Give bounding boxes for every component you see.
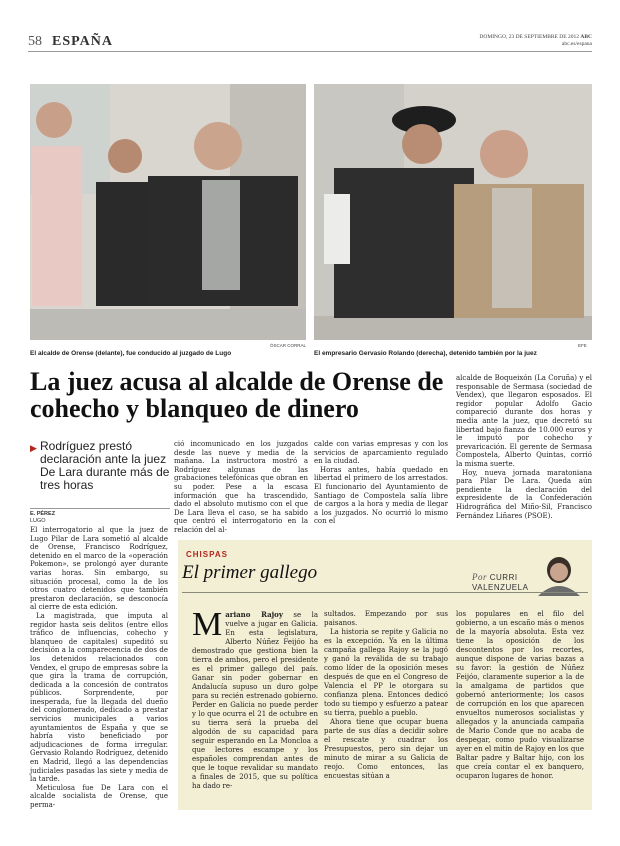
photo-right [314, 84, 592, 340]
paragraph: El interrogatorio al que la juez de Lugo Pilar de Lara sometió al alcalde de Orense, Francisco Rodríguez, detenido en el marco de la «operación Pokemon», se prolongó ayer durante varias horas. Sin embargo, su situación procesal, como la de los otros cuatro detenidos que también prestaron declaración, se desconocía al cierre de esta edición. [30, 526, 168, 612]
chispas-column-2 [324, 610, 448, 781]
chispas-box [178, 540, 592, 810]
byline-place: LUGO [30, 518, 46, 524]
article-column-3 [314, 440, 448, 526]
article-column-1 [30, 526, 168, 810]
paragraph: Horas antes, había quedado en libertad el primero de los arrestados. El funcionario del Ayuntamiento de Santiago de Compostela salía libre de cargos a la hora y media de llegar a los juzgados. No ocurrió lo mismo con el [314, 465, 448, 526]
paragraph: alcalde de Boqueixón (La Coruña) y el responsable de Sermasa (sociedad de Vendex), que llegaron esposados. El regidor popular Adolfo Gacio compareció durante dos horas y media ante la juez, que decretó su libertad bajo fianza de 10.000 euros y le imputó por cohecho y prevaricación. El gerente de Sermasa Compostela, Alberto Quintas, corrió la misma suerte. [456, 374, 592, 468]
paragraph: Meticulosa fue De Lara con el alcalde socialista de Orense, que perma- [30, 783, 168, 809]
article-column-2 [174, 440, 308, 535]
chispas-column-3 [456, 610, 584, 781]
headline: La juez acusa al alcalde de Orense de cohecho y blanqueo de dinero [30, 367, 444, 423]
byline-name: E. PÉREZ [30, 511, 56, 517]
byline [30, 508, 170, 525]
section-title: ESPAÑA [52, 34, 113, 49]
paragraph: sultados. Empezando por sus paisanos. [324, 610, 448, 627]
deck [30, 440, 170, 492]
dateline [479, 34, 592, 48]
chispas-column-1 [192, 606, 318, 791]
photo-left [30, 84, 306, 340]
arrow-icon: ▶ [30, 443, 37, 453]
page-header [28, 34, 592, 52]
photo-right-credit: EFE [578, 343, 587, 348]
chispas-divider [182, 592, 588, 593]
deck-text: Rodríguez prestó declaración ante la juez De Lara durante más de tres horas [40, 439, 170, 492]
page-number: 58 [28, 34, 42, 49]
paragraph: La magistrada, que imputa al regidor hasta seis delitos (entre ellos tráfico de influencias, cohecho y blanqueo de capitales) supeditó su decisión a la comparecencia de dos de los detenidos relacionados con Vendex, el grupo de empresas sobre la que gira la trama de corrupción, dedicada a la concesión de contratos públicos. Sorprendente, por inesperada, fue la llegada del dueño del conglomerado, dedicado a prestar servicios municipales a varios ayuntamientos de España y que se habría visto beneficiado por adjudicaciones de forma irregular. Gervasio Rolando Rodríguez, detenido en Madrid, llegó a las dependencias judiciales pasadas las siete y media de la tarde. [30, 611, 168, 784]
author-portrait [532, 554, 586, 596]
brand: ABC [580, 34, 592, 40]
paragraph: ció incomunicado en los juzgados desde las nueve y media de la mañana. La instructora mostró a Rodríguez algunas de las grabaciones telefónicas que obran en su poder. Pese a la escasa información que ha trascendido, dado el absoluto mutismo con el que De Lara lleva el caso, se ha sabido que centró el interrogatorio en la relación del al- [174, 440, 308, 534]
paragraph: calde con varias empresas y con los servicios de aparcamiento regulado en la ciudad. [314, 440, 448, 466]
paragraph: los populares en el filo del gobierno, a un escaño más o menos de la mayoría absoluta. Esta vez tiene la oposición de los descontentos por los recortes, aunque dispone de varias bazas a su favor: la gestión de Núñez Feijóo, claramente superior a la de la amalgama de partidos que gobernó anteriormente; los casos de corrupción en los que aparecen envueltos numerosos socialistas y allegados y la anunciada campaña de Mario Conde que no acaba de despegar, como pudo visualizarse ayer en el mitin de Rajoy en los que Baltar padre y Baltar hijo, con los que creía contar el ex banquero, ocuparon lugares de honor. [456, 610, 584, 780]
photo-left-credit: ÓSCAR CORRAL [270, 343, 307, 348]
author [472, 572, 528, 593]
author-prefix: Por [472, 572, 487, 582]
photo-right-caption: El empresario Gervasio Rolando (derecha), detenido también por la juez [314, 350, 537, 357]
date: DOMINGO, 23 DE SEPTIEMBRE DE 2012 [479, 34, 579, 40]
paragraph: Hoy, nueva jornada maratoniana para Pilar De Lara. Queda aún pendiente la declaración del expresidente de la Confederación Hidrográfica del Miño-Sil, Francisco Fernández Liñares (PSOE). [456, 468, 592, 520]
website: abc.es/espana [561, 41, 592, 47]
author-first-name: CURRI [489, 573, 518, 582]
article-column-4 [456, 374, 592, 520]
chispas-title: El primer gallego [182, 562, 318, 583]
lead-name: ariano Rajoy [225, 610, 283, 619]
author-last-name: VALENZUELA [472, 583, 529, 592]
paragraph: se la vuelve a jugar en Galicia. En esta legislatura, Alberto Núñez Feijóo ha demostrado que gestiona bien la tierra de ambos, pero el presidente es el primer gallego del país. Ganar sin poder gobernar en Andalucía supuso un duro golpe para su recién estrenado gobierno. Perder en Galicia no puede perder y lo que ocurra el 21 de octubre en su tierra será la prueba del algodón de su capacidad para seguir esperando en La Moncloa a que lectores escampe y los españoles comprendan antes de que le toque revalidar su mandato a finales de 2015, que su política ha dado re- [192, 611, 318, 790]
paragraph: La historia se repite y Galicia no es la excepción. Ya en la última campaña gallega Rajoy se la jugó y ganó la reválida de su trabajo como líder de la oposición meses después de que en el Congreso de Valencia el PP le otorgara su confianza plena. Entonces dedicó todo su tiempo y esfuerzo a patear su tierra, pueblo a pueblo. [324, 628, 448, 717]
chispas-label: CHISPAS [186, 550, 228, 559]
photo-left-caption: El alcalde de Orense (delante), fue conducido al juzgado de Lugo [30, 350, 232, 357]
paragraph: Ahora tiene que ocupar buena parte de sus días a decidir sobre el rescate y cuadrar los Presupuestos, pero sin dejar un minuto de mirar a su Galicia de reojo. Como entonces, las encuestas sitúan a [324, 718, 448, 780]
dropcap: M [192, 606, 223, 643]
